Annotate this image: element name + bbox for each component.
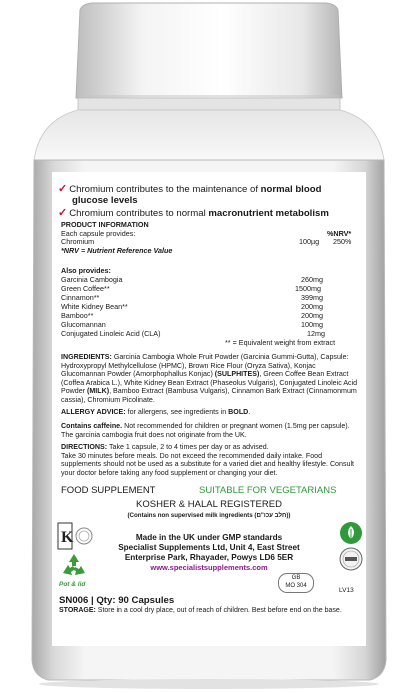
manufacturer-block	[53, 533, 365, 573]
lv-code: LV13	[339, 587, 354, 594]
claim-1-continued: glucose levels	[72, 195, 138, 206]
list-item: Bamboo** 200mg	[61, 311, 323, 320]
claim-bold: normal blood	[260, 184, 322, 195]
list-item: White Kidney Bean** 200mg	[61, 302, 323, 311]
also-provides-heading: Also provides:	[61, 266, 111, 275]
mo-code: MO 304	[285, 583, 307, 589]
gb-code-badge	[278, 573, 314, 593]
kosher-note: (Contains non supervised milk ingredients (חלב עכו"ם))	[127, 512, 291, 519]
list-item: Conjugated Linoleic Acid (CLA) 12mg	[61, 329, 325, 338]
chromium-nrv: 250%	[333, 237, 352, 246]
kosher-halal-label: KOSHER & HALAL REGISTERED	[136, 499, 282, 510]
storage-line: STORAGE: Store in a cool dry place, out of reach of children. Best before end on the base.	[59, 607, 342, 614]
each-capsule-label: Each capsule provides:	[61, 229, 136, 238]
claim-2	[58, 207, 329, 220]
claim-bold: macronutrient metabolism	[208, 208, 329, 219]
nrv-header: %NRV*	[327, 229, 352, 238]
vegetarian-label: SUITABLE FOR VEGETARIANS	[199, 485, 337, 496]
directions: DIRECTIONS: Take 1 capsule, 2 to 4 times per day or as advised. Take 30 minutes before meals. Do not exceed the recommended daily intake. Food supplements should not be used as a substitute for a varied diet and healthy lifestyle. Consult your doctor before taking any food supplement or changing your diet.	[61, 443, 354, 477]
list-item: Glucomannan 100mg	[61, 320, 323, 329]
nrv-note: *NRV = Nutrient Reference Value	[61, 246, 173, 255]
list-item: Garcinia Cambogia 260mg	[61, 275, 323, 284]
checkmark-icon: ✓	[58, 207, 68, 219]
product-info-heading: PRODUCT INFORMATION	[61, 220, 149, 229]
kosher-logo-letter: K	[61, 529, 74, 546]
recycle-label: Pot & lid	[59, 581, 86, 588]
sku-line: SN006 | Qty: 90 Capsules	[59, 595, 175, 606]
chromium-amount: 100µg	[299, 237, 320, 246]
claim-text: Chromium contributes to the maintenance of	[69, 184, 261, 195]
food-supplement-label: FOOD SUPPLEMENT	[61, 485, 156, 496]
checkmark-icon: ✓	[58, 183, 68, 195]
claim-text: Chromium contributes to normal	[69, 208, 209, 219]
list-item: Cinnamon** 399mg	[61, 293, 323, 302]
list-item: Green Coffee** 1500mg	[61, 284, 321, 293]
caffeine-warning: Contains caffeine. Not recommended for children or pregnant women (1.5mg per capsule). The garcinia cambogia fruit does not originate from the UK.	[61, 422, 350, 439]
manufacturer-line: Made in the UK under GMP standards	[135, 533, 283, 542]
website-link[interactable]: www.specialistsupplements.com	[150, 563, 268, 572]
also-provides-footnote: ** = Equivalent weight from extract	[225, 338, 336, 347]
manufacturer-line: Enterprise Park, Rhayader, Powys LD6 5ER	[124, 553, 294, 562]
product-label	[53, 175, 365, 645]
manufacturer-line: Specialist Supplements Ltd, Unit 4, East Street	[118, 543, 300, 552]
gb-code: GB	[291, 575, 301, 581]
ingredients-paragraph: INGREDIENTS: Garcinia Cambogia Whole Fruit Powder (Garcinia Gummi-Gutta), Capsule: Hydroxypropyl Methylcellulose (HPMC), Brown Rice Flour (Oryza Sativa), Konjac Glucomannan Powder (Amorphophallus Konjac) (SULPHITES), Green Coffee Bean Extract (Coffea Arabica L.), White Kidney Bean Extract (Phaseolus Vulgaris), Conjugated Linoleic Acid Powder (MILK), Bamboo Extract (Bambusa Vulgaris), Cinnamon Bark Extract (Cinnamonmum cassia), Chromium Picolinate.	[61, 353, 358, 404]
chromium-name: Chromium	[61, 237, 95, 246]
allergy-advice: ALLERGY ADVICE: for allergens, see ingredients in BOLD.	[61, 408, 251, 416]
